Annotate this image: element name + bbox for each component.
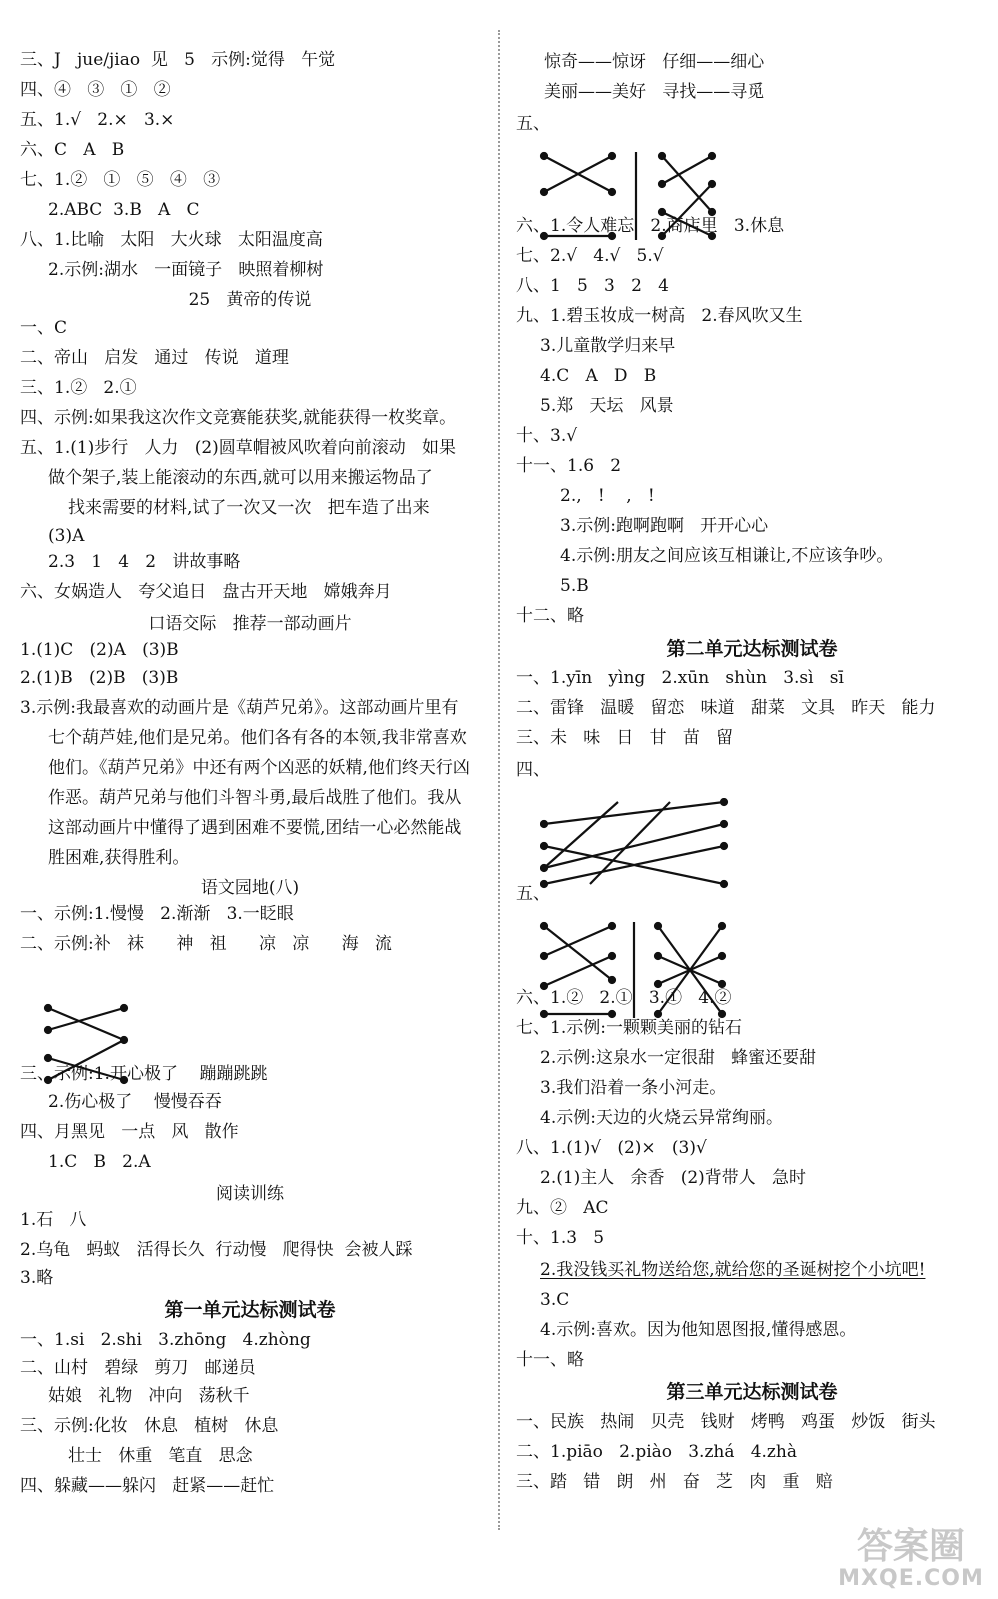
answer-line: 胜困难,获得胜利。 xyxy=(48,848,190,868)
answer-line: 1.石 八 xyxy=(20,1210,87,1230)
answer-line: 1.C B 2.A xyxy=(48,1152,151,1172)
answer-line: 4.示例:天边的火烧云异常绚丽。 xyxy=(540,1108,783,1128)
answer-line: 四、示例:如果我这次作文竞赛能获奖,就能获得一枚奖章。 xyxy=(20,408,457,428)
section-heading: 口语交际 推荐一部动画片 xyxy=(148,614,352,634)
answer-line: 七、1.② ① ⑤ ④ ③ xyxy=(20,170,221,190)
answer-line: 七、1.示例:一颗颗美丽的钻石 xyxy=(516,1018,742,1038)
answer-line: 二、1.piāo 2.piào 3.zhá 4.zhà xyxy=(516,1442,797,1462)
answer-line: 五、1.(1)步行 人力 (2)圆草帽被风吹着向前滚动 如果 xyxy=(20,438,457,458)
answer-line: 二、帝山 启发 通过 传说 道理 xyxy=(20,348,289,368)
answer-line: 四、躲藏——躲闪 赶紧——赶忙 xyxy=(20,1476,275,1496)
answer-line: 4.示例:朋友之间应该互相谦让,不应该争吵。 xyxy=(560,546,894,566)
answer-line: 作恶。葫芦兄弟与他们斗智斗勇,最后战胜了他们。我从 xyxy=(48,788,462,808)
answer-line: 2., ! , ! xyxy=(560,486,655,506)
answer-line: 3.儿童散学归来早 xyxy=(540,336,676,356)
answer-line: 一、C xyxy=(20,318,68,338)
answer-line: 七、2.√ 4.√ 5.√ xyxy=(516,246,664,266)
section-heading: 25 黄帝的传说 xyxy=(188,290,312,310)
answer-line: 八、1 5 3 2 4 xyxy=(516,276,669,296)
answer-line: 三、未 味 日 甘 苗 留 xyxy=(516,728,734,748)
answer-line: 3.我们沿着一条小河走。 xyxy=(540,1078,727,1098)
answer-line: 四、月黑见 一点 风 散作 xyxy=(20,1122,239,1142)
answer-line: 三、踏 错 朗 州 奋 芝 肉 重 赔 xyxy=(516,1472,833,1492)
answer-line: 十一、1.6 2 xyxy=(516,456,622,476)
answer-line: 一、示例:1.慢慢 2.渐渐 3.一眨眼 xyxy=(20,904,294,924)
answer-line: 3.C xyxy=(540,1290,570,1310)
answer-line: 五、 xyxy=(516,884,550,904)
answer-line: 2.乌龟 蚂蚁 活得长久 行动慢 爬得快 会被人踩 xyxy=(20,1240,413,1260)
answer-line: 4.示例:喜欢。因为他知恩图报,懂得感恩。 xyxy=(540,1320,857,1340)
answer-line: 五、 xyxy=(516,114,550,134)
answer-line: 二、雷锋 温暖 留恋 味道 甜菜 文具 昨天 能力 xyxy=(516,698,936,718)
answer-line: 2.示例:湖水 一面镜子 映照着柳树 xyxy=(48,260,324,280)
column-divider xyxy=(498,30,500,1530)
answer-line: 六、1.令人难忘 2.商店里 3.休息 xyxy=(516,216,785,236)
site-watermark-logo xyxy=(836,1527,986,1591)
answer-line: (3)A xyxy=(48,526,85,546)
answer-line: 1.(1)C (2)A (3)B xyxy=(20,640,179,660)
section-heading: 阅读训练 xyxy=(216,1184,284,1204)
answer-line: 六、女娲造人 夸父追日 盘古开天地 嫦娥奔月 xyxy=(20,582,392,602)
watermark-url: MXQE.COM xyxy=(838,1566,984,1591)
answer-line: 四、 xyxy=(516,760,550,780)
answer-line: 2.示例:这泉水一定很甜 蜂蜜还要甜 xyxy=(540,1048,817,1068)
answer-line: 美丽——美好 寻找——寻觅 xyxy=(544,82,765,102)
answer-line: 三、1.② 2.① xyxy=(20,378,137,398)
answer-line: 五、1.√ 2.× 3.× xyxy=(20,110,175,130)
answer-line: 4.C A D B xyxy=(540,366,657,386)
answer-line: 2.伤心极了 慢慢吞吞 xyxy=(48,1092,222,1112)
answer-line: 一、1.yīn yìng 2.xūn shùn 3.sì sī xyxy=(516,668,844,688)
answer-line: 姑娘 礼物 冲向 荡秋千 xyxy=(48,1386,250,1406)
answer-line: 找来需要的材料,试了一次又一次 把车造了出来 xyxy=(68,498,430,518)
answer-line: 2.ABC 3.B A C xyxy=(48,200,200,220)
answer-line: 二、山村 碧绿 剪刀 邮递员 xyxy=(20,1358,256,1378)
answer-line: 六、C A B xyxy=(20,140,125,160)
answer-line: 三、示例:化妆 休息 植树 休息 xyxy=(20,1416,279,1436)
answer-line: 3.示例:我最喜欢的动画片是《葫芦兄弟》。这部动画片里有 xyxy=(20,698,459,718)
answer-line: 做个架子,装上能滚动的东西,就可以用来搬运物品了 xyxy=(48,468,433,488)
answer-line: 一、民族 热闹 贝壳 钱财 烤鸭 鸡蛋 炒饭 街头 xyxy=(516,1412,936,1432)
answer-line: 三、示例:1.开心极了 蹦蹦跳跳 xyxy=(20,1064,268,1084)
section-heading: 第三单元达标测试卷 xyxy=(666,1381,838,1403)
answer-line: 八、1.比喻 太阳 大火球 太阳温度高 xyxy=(20,230,323,250)
answer-line: 3.示例:跑啊跑啊 开开心心 xyxy=(560,516,769,536)
answer-line: 十、3.√ xyxy=(516,426,578,446)
answer-line: 惊奇——惊讶 仔细——细心 xyxy=(544,52,765,72)
answer-line: 六、1.② 2.① 3.① 4.② xyxy=(516,988,732,1008)
answer-line: 四、④ ③ ① ② xyxy=(20,80,171,100)
answer-line: 八、1.(1)√ (2)× (3)√ xyxy=(516,1138,707,1158)
section-heading: 第二单元达标测试卷 xyxy=(666,638,838,660)
answer-line: 2.我没钱买礼物送给您,就给您的圣诞树挖个小坑吧! xyxy=(540,1260,926,1280)
answer-line: 2.3 1 4 2 讲故事略 xyxy=(48,552,241,572)
answer-line: 九、② AC xyxy=(516,1198,609,1218)
answer-line: 2.(1)B (2)B (3)B xyxy=(20,668,179,688)
section-heading: 第一单元达标测试卷 xyxy=(164,1299,336,1321)
answer-line: 5.郑 天坛 风景 xyxy=(540,396,674,416)
answer-line: 他们。《葫芦兄弟》中还有两个凶恶的妖精,他们终天行凶 xyxy=(48,758,470,778)
answer-line: 一、1.si 2.shi 3.zhōng 4.zhòng xyxy=(20,1330,311,1350)
answer-line: 七个葫芦娃,他们是兄弟。他们各有各的本领,我非常喜欢 xyxy=(48,728,467,748)
answer-line: 十、1.3 5 xyxy=(516,1228,605,1248)
answer-line: 十一、略 xyxy=(516,1350,584,1370)
answer-line: 十二、略 xyxy=(516,606,584,626)
section-heading: 语文园地(八) xyxy=(200,878,300,898)
answer-line: 2.(1)主人 余香 (2)背带人 急时 xyxy=(540,1168,807,1188)
answer-line: 壮士 休重 笔直 思念 xyxy=(68,1446,253,1466)
answer-line: 3.略 xyxy=(20,1268,54,1288)
answer-line: 九、1.碧玉妆成一树高 2.春风吹又生 xyxy=(516,306,803,326)
answer-line: 三、J jue/jiao 见 5 示例:觉得 午觉 xyxy=(20,50,336,70)
answer-line: 这部动画片中懂得了遇到困难不要慌,团结一心必然能战 xyxy=(48,818,462,838)
watermark-text: 答案圈 xyxy=(856,1526,965,1567)
answer-line: 二、示例:补 袜 神 祖 凉 凉 海 流 xyxy=(20,934,392,954)
answer-line: 5.B xyxy=(560,576,589,596)
